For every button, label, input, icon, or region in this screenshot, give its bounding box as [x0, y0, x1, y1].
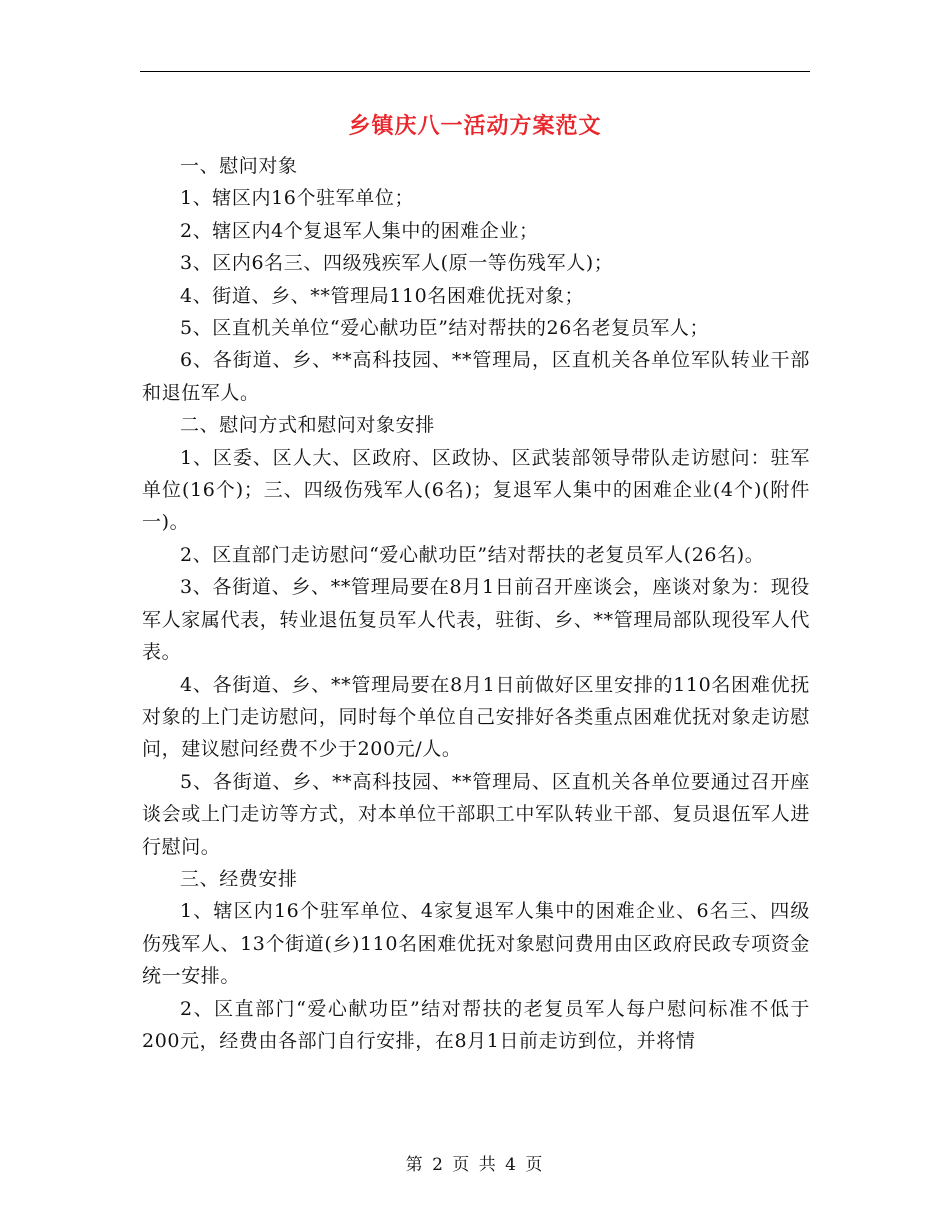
- header-rule: [140, 71, 810, 72]
- document-title: 乡镇庆八一活动方案范文: [348, 113, 602, 139]
- paragraph: 2、辖区内4个复退军人集中的困难企业；: [180, 219, 539, 242]
- page-number-footer: 第 2 页 共 4 页: [405, 1155, 545, 1175]
- paragraph: 6、各街道、乡、**高科技园、**管理局，区直机关各单位军队转业干部和退伍军人。: [142, 349, 810, 404]
- section-heading-1: 一、慰问对象: [180, 155, 298, 177]
- paragraph: 2、区直部门走访慰问“爱心献功臣”结对帮扶的老复员军人(26名)。: [180, 543, 765, 566]
- document-body: [142, 150, 810, 1057]
- paragraph: 4、各街道、乡、**管理局要在8月1日前做好区里安排的110名困难优抚对象的上门走访慰问，同时每个单位自己安排好各类重点困难优抚对象走访慰问，建议慰问经费不少于200元/人。: [142, 673, 810, 761]
- paragraph: 4、街道、乡、**管理局110名困难优抚对象；: [180, 284, 585, 307]
- paragraph: 1、辖区内16个驻军单位；: [180, 187, 415, 210]
- section-heading-2: 二、慰问方式和慰问对象安排: [180, 414, 435, 437]
- section-heading-3: 三、经费安排: [180, 867, 298, 890]
- paragraph: 1、辖区内16个驻军单位、4家复退军人集中的困难企业、6名三、四级伤残军人、13个街道(乡)110名困难优抚对象慰问费用由区政府民政专项资金统一安排。: [142, 900, 810, 988]
- paragraph: 1、区委、区人大、区政府、区政协、区武装部领导带队走访慰问：驻军单位(16个)；三、四级伤残军人(6名)；复退军人集中的困难企业(4个)(附件一)。: [142, 446, 810, 534]
- paragraph: 3、各街道、乡、**管理局要在8月1日前召开座谈会，座谈对象为：现役军人家属代表，转业退伍复员军人代表，驻街、乡、**管理局部队现役军人代表。: [142, 576, 810, 664]
- paragraph: 5、区直机关单位“爱心献功臣”结对帮扶的26名老复员军人；: [180, 317, 710, 340]
- paragraph: 5、各街道、乡、**高科技园、**管理局、区直机关各单位要通过召开座谈会或上门走访等方式，对本单位干部职工中军队转业干部、复员退伍军人进行慰问。: [142, 770, 810, 858]
- paragraph: 2、区直部门“爱心献功臣”结对帮扶的老复员军人每户慰问标准不低于200元，经费由各部门自行安排，在8月1日前走访到位，并将情: [142, 997, 810, 1052]
- paragraph: 3、区内6名三、四级残疾军人(原一等伤残军人)；: [180, 252, 614, 275]
